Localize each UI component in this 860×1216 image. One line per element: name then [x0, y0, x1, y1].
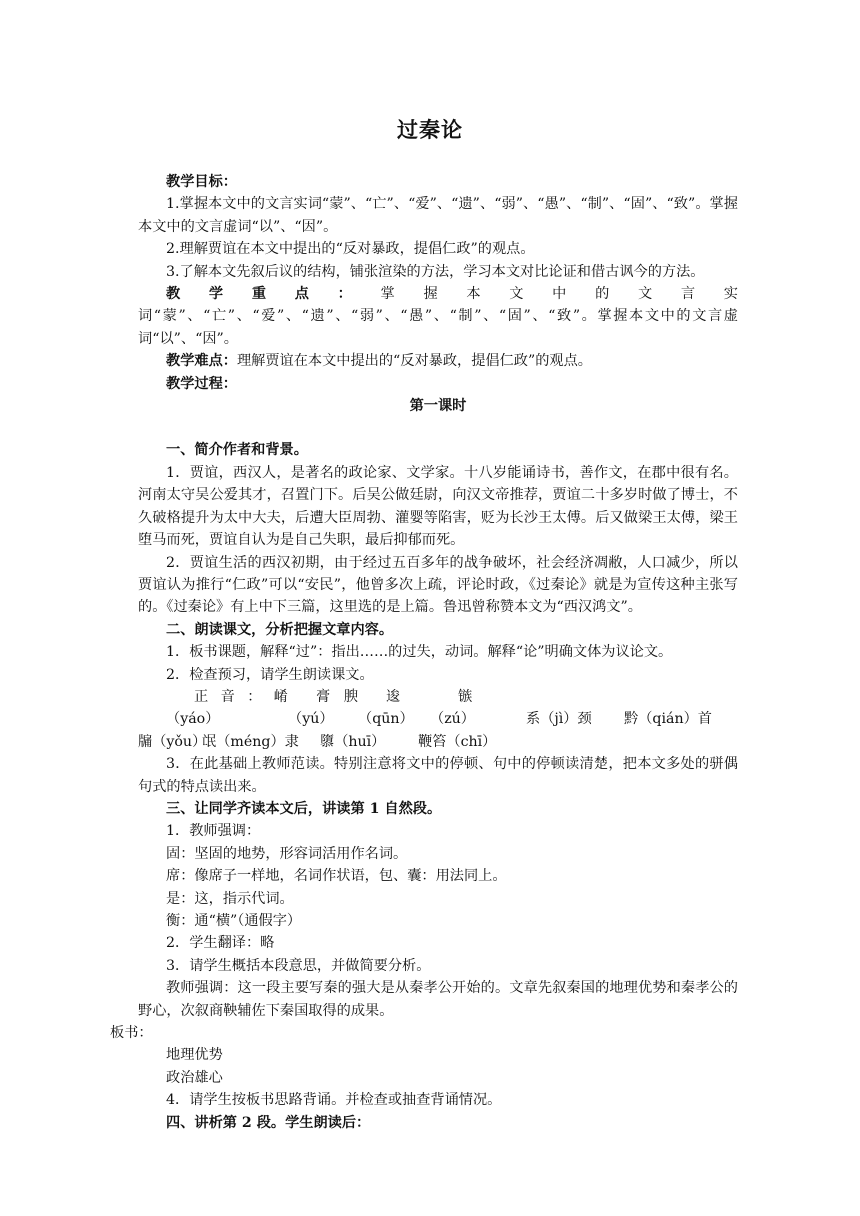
- board-label: 板书：: [110, 1025, 153, 1042]
- section4-heading: 四、讲析第 2 段。学生朗读后：: [166, 1114, 371, 1131]
- objective-item-2: 2.理解贾谊在本文中提出的“反对暴政，提倡仁政”的观点。: [166, 241, 535, 258]
- pron-item: 氓（méng）隶: [202, 733, 299, 750]
- gloss-item: 固：坚固的地势，形容词活用作名词。: [166, 845, 408, 862]
- key-point-text: 掌握本文中的文言实词“蒙”、“亡”、“爱”、“遗”、“弱”、“愚”、“制”、“固”、“致”。掌握本文中的文言虚词“以”、“因”。: [138, 286, 738, 347]
- pron-item: 黔（qián）首: [624, 711, 712, 728]
- section2-heading: 二、朗读课文，分析把握文章内容。: [166, 621, 394, 638]
- section1-paragraph-2: 2．贾谊生活的西汉初期，由于经过五百多年的战争破坏，社会经济凋敝，人口减少，所以贾谊认为推行“仁政”可以“安民”，他曾多次上疏，评论时政，《过秦论》就是为宣传这种主张写的。《过秦论》有上中下三篇，这里选的是上篇。鲁迅曾称赞本文为“西汉鸿文”。: [138, 554, 738, 616]
- gloss-item: 衡：通“横”（通假字）: [166, 913, 302, 929]
- section3-item-1: 1．教师强调：: [166, 823, 261, 840]
- gloss-item: 席：像席子一样地，名词作状语，包、囊：用法同上。: [166, 868, 507, 885]
- teacher-note: 教师强调：这一段主要写秦的强大是从秦孝公开始的。文章先叙秦国的地理优势和秦孝公的野心，次叙商鞅辅佐下秦国取得的成果。: [138, 980, 738, 1019]
- pronunciation-line-2: [138, 731, 738, 753]
- section3-item-2: 2．学生翻译：略: [166, 935, 275, 952]
- objective-item-1: 1.掌握本文中的文言实词“蒙”、“亡”、“爱”、“遗”、“弱”、“愚”、“制”、“固”、“致”。掌握本文中的文言虚词“以”、“因”。: [138, 196, 738, 235]
- objective-item-3: 3.了解本文先叙后议的结构，铺张渲染的方法，学习本文对比论证和借古讽今的方法。: [166, 263, 705, 280]
- board-item: 地理优势: [166, 1047, 223, 1064]
- board-item: 政治雄心: [166, 1069, 223, 1086]
- pron-item: 隳（huī）: [320, 733, 386, 750]
- pron-item: 逡（qūn）: [358, 688, 414, 728]
- process-heading: 教学过程：: [166, 375, 237, 392]
- difficulty-label: 教学难点：: [166, 353, 237, 370]
- section2-paragraph-1: 1．板书课题，解释“过”：指出……的过失，动词。解释“论”明确文体为议论文。: [166, 644, 673, 661]
- section3-heading: 三、让同学齐读本文后，讲读第 1 自然段。: [166, 800, 442, 817]
- key-point-label: 教学重点：: [166, 286, 381, 303]
- pron-item: 正音：崤（yáo）: [166, 688, 288, 728]
- section3-item-4: 4．请学生按板书思路背诵。并检查或抽查背诵情况。: [166, 1092, 502, 1109]
- section1-heading: 一、简介作者和背景。: [166, 442, 308, 459]
- pron-item: 膏腴（yú）: [288, 688, 358, 728]
- gloss-item: 是：这，指示代词。: [166, 890, 294, 907]
- pron-item: 镞（zú）: [430, 688, 475, 728]
- difficulty-text: 理解贾谊在本文中提出的“反对暴政，提倡仁政”的观点。: [236, 353, 592, 370]
- pron-item: 系（jì）颈: [526, 711, 592, 728]
- section1-paragraph-1: 1．贾谊，西汉人，是著名的政论家、文学家。十八岁能诵诗书，善作文，在郡中很有名。河南太守吴公爱其才，召置门下。后吴公做廷尉，向汉文帝推荐，贾谊二十多岁时做了博士，不久破格提升为太中大夫，后遭大臣周勃、灌婴等陷害，贬为长沙王太傅。后又做梁王太傅，梁王堕马而死，贾谊自认为是自己失职，最后抑郁而死。: [138, 464, 738, 549]
- difficulty-paragraph: [138, 350, 738, 372]
- document-body: [110, 171, 738, 1134]
- section2-paragraph-3: 3．在此基础上教师范读。特别注意将文中的停顿、句中的停顿读清楚，把本文多处的骈偶句式的特点读出来。: [138, 756, 738, 795]
- pron-item: 牖（yǒu）: [138, 733, 207, 750]
- section2-paragraph-2: 2．检查预习，请学生朗读课文。: [166, 666, 374, 683]
- lesson-title: 第一课时: [409, 398, 467, 415]
- pronunciation-line-1: [138, 686, 738, 731]
- key-point-paragraph: [138, 283, 738, 350]
- objectives-heading: 教学目标：: [166, 174, 237, 190]
- section3-item-3: 3．请学生概括本段意思，并做简要分析。: [166, 957, 431, 974]
- document-title: 过秦论: [397, 117, 463, 142]
- pron-item: 鞭笞（chī）: [418, 733, 497, 750]
